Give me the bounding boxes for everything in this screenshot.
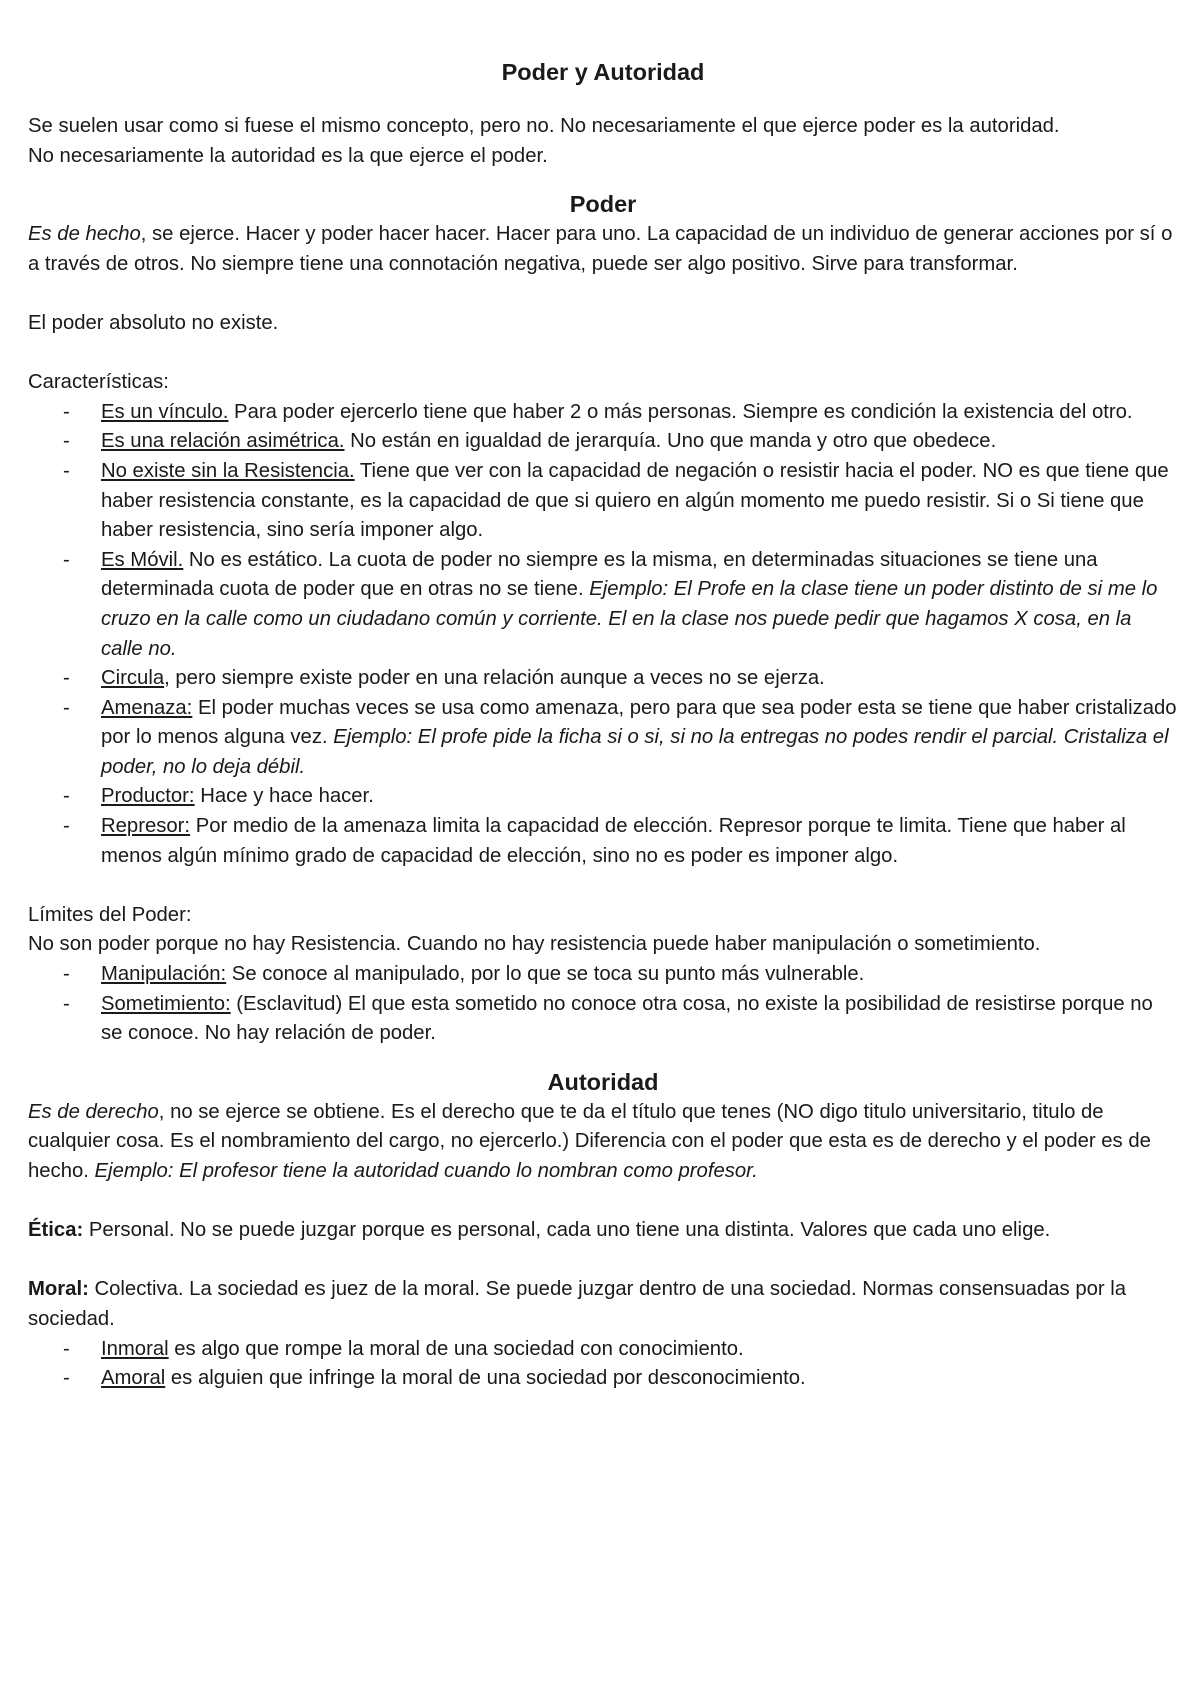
spacer (28, 871, 1178, 901)
moral-label: Moral: (28, 1278, 89, 1301)
moral-paragraph (28, 1275, 1178, 1334)
list-item (28, 782, 1178, 812)
autoridad-definition-example: Ejemplo: El profesor tiene la autoridad cuando lo nombran como profesor. (94, 1160, 758, 1182)
list-item (28, 427, 1178, 457)
spacer (28, 1187, 1178, 1217)
list-item (28, 664, 1178, 694)
intro-line-1: Se suelen usar como si fuese el mismo concepto, pero no. No necesariamente el que ejerce poder es la autoridad. (28, 115, 1060, 137)
list-item-term: Sometimiento: (101, 992, 231, 1015)
document-title: Poder y Autoridad (501, 59, 705, 85)
moral-text: Colectiva. La sociedad es juez de la moral. Se puede juzgar dentro de una sociedad. Normas consensuadas por la sociedad. (28, 1278, 1127, 1330)
list-item-term: No existe sin la Resistencia. (101, 459, 355, 482)
list-item (28, 546, 1178, 664)
list-item-text: No están en igualdad de jerarquía. Uno que manda y otro que obedece. (344, 430, 997, 453)
list-item (28, 694, 1178, 783)
etica-label: Ética: (28, 1219, 84, 1242)
list-item-text: es alguien que infringe la moral de una sociedad por desconocimiento. (165, 1367, 806, 1390)
autoridad-definition-text: , no se ejerce se obtiene. Es el derecho que te da el título que tenes (NO digo titulo universitario, titulo de cualquier cosa. Es el nombramiento del cargo, no ejercerlo.) Diferencia con el poder que esta es de derecho y el poder es de hecho. (28, 1100, 1151, 1182)
list-item (28, 1364, 1178, 1394)
limits-intro: No son poder porque no hay Resistencia. Cuando no hay resistencia puede haber manipulación o sometimiento. (28, 933, 1041, 956)
list-item-text: Por medio de la amenaza limita la capacidad de elección. Represor porque te limita. Tiene que haber al menos algún mínimo grado de capacidad de elección, sino no es poder es imponer algo. (101, 815, 1126, 867)
characteristics-label: Características: (28, 371, 169, 394)
autoridad-definition (28, 1098, 1178, 1187)
section-heading-poder: Poder (569, 191, 637, 218)
limits-label: Límites del Poder: (28, 903, 192, 926)
list-item-term: Circula (101, 667, 165, 690)
list-item (28, 990, 1178, 1049)
list-item-text: Hace y hace hacer. (194, 785, 374, 808)
document-page (28, 56, 1178, 1394)
list-item-text: (Esclavitud) El que esta sometido no conoce otra cosa, no existe la posibilidad de resistirse porque no se conoce. No hay relación de poder. (101, 992, 1153, 1045)
list-item-term: Amenaza: (101, 696, 193, 719)
poder-definition-text: , se ejerce. Hacer y poder hacer hacer. Hacer para uno. La capacidad de un individuo de generar acciones por sí o a través de otros. No siempre tiene una connotación negativa, puede ser algo positivo. Sirve para transformar. (28, 223, 1173, 275)
list-item (28, 960, 1178, 990)
spacer (28, 339, 1178, 369)
list-item-term: Amoral (101, 1367, 166, 1390)
list-item-text: Para poder ejercerlo tiene que haber 2 o más personas. Siempre es condición la existencia del otro. (228, 400, 1133, 423)
list-item (28, 812, 1178, 871)
spacer (28, 1049, 1178, 1066)
list-item-text: Se conoce al manipulado, por lo que se toca su punto más vulnerable. (226, 963, 865, 986)
list-item (28, 1335, 1178, 1365)
list-item-term: Manipulación: (101, 963, 227, 986)
list-item-example: Ejemplo: El Profe en la clase tiene un poder distinto de si me lo cruzo en la calle como un ciudadano común y corriente. El en la clase nos puede pedir que hagamos X cosa, en la calle no. (101, 578, 1158, 660)
moral-list (28, 1335, 1178, 1394)
list-item-term: Inmoral (101, 1337, 169, 1360)
limits-list (28, 960, 1178, 1049)
poder-absoluto-text: El poder absoluto no existe. (28, 311, 279, 334)
spacer (28, 1246, 1178, 1276)
section-heading-autoridad: Autoridad (547, 1068, 659, 1095)
list-item-term: Es una relación asimétrica. (101, 430, 345, 453)
intro-line-2: No necesariamente la autoridad es la que ejerce el poder. (28, 144, 548, 167)
list-item-text: , pero siempre existe poder en una relación aunque a veces no se ejerza. (164, 667, 825, 690)
list-item-example: Ejemplo: El profe pide la ficha si o si, si no la entregas no podes rendir el parcial. Cristaliza el poder, no lo deja débil. (101, 726, 1169, 778)
intro-paragraph (28, 112, 1178, 171)
etica-paragraph (28, 1216, 1178, 1246)
list-item-text: No es estático. La cuota de poder no siempre es la misma, en determinadas situaciones se tiene una determinada cuota de poder que en otras no se tiene. (101, 548, 1098, 601)
list-item-term: Represor: (101, 815, 191, 838)
spacer (28, 279, 1178, 309)
characteristics-list (28, 398, 1178, 872)
autoridad-definition-italic: Es de derecho (28, 1100, 159, 1123)
list-item (28, 398, 1178, 428)
list-item-term: Productor: (101, 785, 195, 808)
list-item (28, 457, 1178, 546)
spacer (28, 171, 1178, 188)
list-item-text: es algo que rompe la moral de una sociedad con conocimiento. (168, 1337, 744, 1360)
list-item-text: Tiene que ver con la capacidad de negación o resistir hacia el poder. NO es que tiene que haber resistencia constante, es la capacidad de que si quiero en algún momento me puedo resistir. Si o Si tiene que haber resistencia, sino sería imponer algo. (101, 459, 1169, 542)
poder-definition-italic: Es de hecho (28, 223, 141, 246)
list-item-term: Es Móvil. (101, 548, 184, 571)
list-item-text: El poder muchas veces se usa como amenaza, pero para que sea poder esta se tiene que haber cristalizado por lo menos alguna vez. (101, 696, 1177, 749)
list-item-term: Es un vínculo. (101, 400, 229, 423)
etica-text: Personal. No se puede juzgar porque es personal, cada uno tiene una distinta. Valores que cada uno elige. (83, 1219, 1051, 1242)
poder-definition (28, 220, 1178, 279)
